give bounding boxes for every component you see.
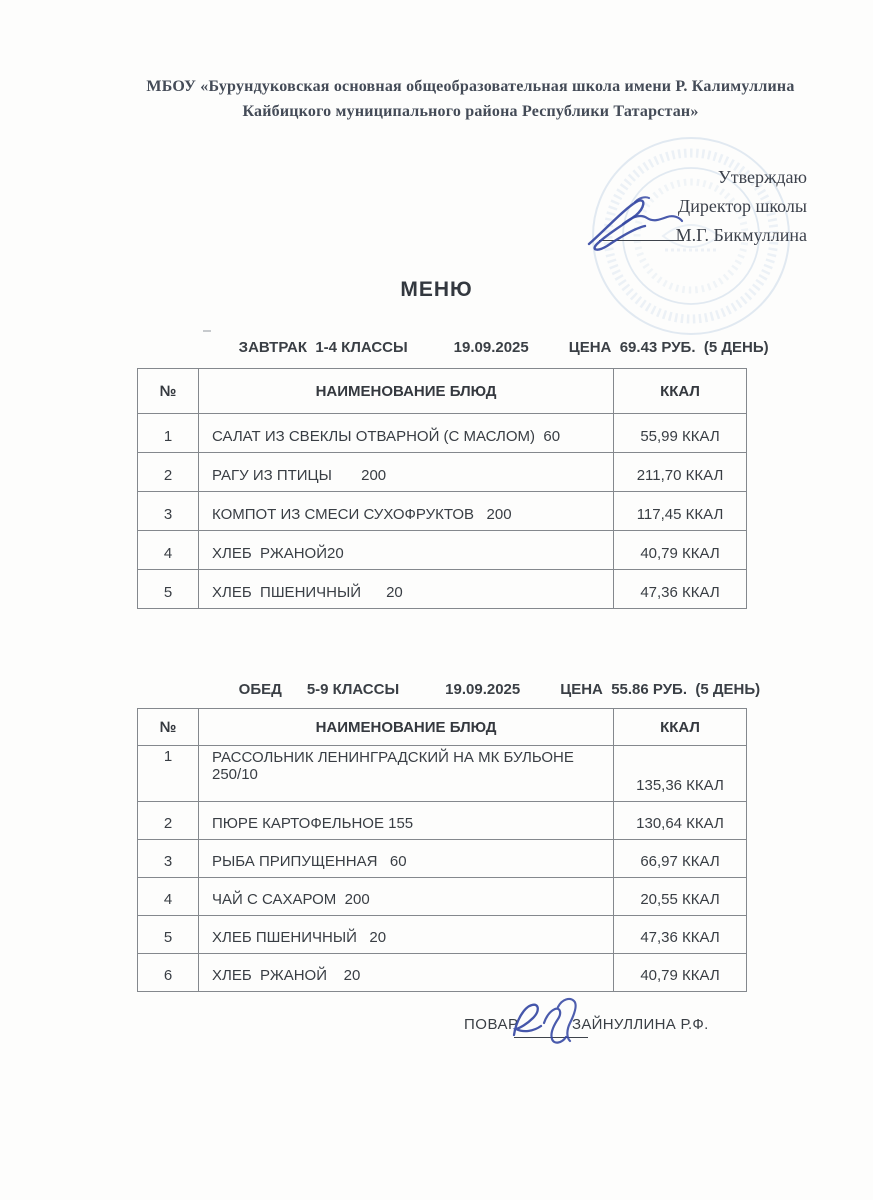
row-num: 2 xyxy=(138,453,199,492)
school-header xyxy=(0,74,873,124)
header-num: № xyxy=(138,369,199,414)
row-dish: КОМПОТ ИЗ СМЕСИ СУХОФРУКТОВ 200 xyxy=(199,492,614,531)
approve-label: Утверждаю xyxy=(717,167,807,187)
breakfast-date: 19.09.2025 xyxy=(453,339,529,356)
table-row xyxy=(138,916,747,954)
header-dish: НАИМЕНОВАНИЕ БЛЮД xyxy=(199,369,614,414)
header-kcal: ККАЛ xyxy=(614,369,747,414)
row-kcal: 117,45 ККАЛ xyxy=(614,492,747,531)
row-num: 4 xyxy=(138,531,199,570)
scan-dash-artifact xyxy=(203,330,211,332)
row-dish: РЫБА ПРИПУЩЕННАЯ 60 xyxy=(199,840,614,878)
table-row xyxy=(138,802,747,840)
row-kcal: 47,36 ККАЛ xyxy=(614,570,747,609)
row-dish: ХЛЕБ ПШЕНИЧНЫЙ 20 xyxy=(199,570,614,609)
cook-label: ПОВАР xyxy=(464,1016,519,1033)
row-kcal: 135,36 ККАЛ xyxy=(614,746,747,802)
lunch-price: ЦЕНА 55.86 РУБ. (5 ДЕНЬ) xyxy=(560,681,761,698)
row-dish: САЛАТ ИЗ СВЕКЛЫ ОТВАРНОЙ (С МАСЛОМ) 60 xyxy=(199,414,614,453)
row-dish: ХЛЕБ РЖАНОЙ20 xyxy=(199,531,614,570)
row-num: 3 xyxy=(138,492,199,531)
table-row xyxy=(138,954,747,992)
row-kcal: 211,70 ККАЛ xyxy=(614,453,747,492)
lunch-table xyxy=(137,708,747,992)
row-num: 5 xyxy=(138,916,199,954)
row-dish: РАГУ ИЗ ПТИЦЫ 200 xyxy=(199,453,614,492)
director-name: М.Г. Бикмуллина xyxy=(675,225,807,245)
school-name-line1: МБОУ «Бурундуковская основная общеобразовательная школа имени Р. Калимуллина xyxy=(146,78,795,95)
table-row xyxy=(138,492,747,531)
row-kcal: 130,64 ККАЛ xyxy=(614,802,747,840)
breakfast-meal-classes: ЗАВТРАК 1-4 КЛАССЫ xyxy=(238,339,408,356)
table-row xyxy=(138,746,747,802)
menu-title: МЕНЮ xyxy=(400,278,473,301)
row-dish: ПЮРЕ КАРТОФЕЛЬНОЕ 155 xyxy=(199,802,614,840)
header-kcal: ККАЛ xyxy=(614,709,747,746)
cook-name: ЗАЙНУЛЛИНА Р.Ф. xyxy=(572,1016,709,1033)
breakfast-table-header xyxy=(138,369,747,414)
breakfast-price: ЦЕНА 69.43 РУБ. (5 ДЕНЬ) xyxy=(568,339,769,356)
breakfast-table xyxy=(137,368,747,609)
table-row xyxy=(138,878,747,916)
row-num: 5 xyxy=(138,570,199,609)
lunch-table-header xyxy=(138,709,747,746)
header-num: № xyxy=(138,709,199,746)
lunch-meal-classes: ОБЕД 5-9 КЛАССЫ xyxy=(238,681,400,698)
row-kcal: 40,79 ККАЛ xyxy=(614,531,747,570)
row-dish: ЧАЙ С САХАРОМ 200 xyxy=(199,878,614,916)
school-name-line2: Кайбицкого муниципального района Республики Татарстан» xyxy=(242,103,699,120)
breakfast-heading xyxy=(222,322,769,373)
table-row xyxy=(138,414,747,453)
row-dish: ХЛЕБ РЖАНОЙ 20 xyxy=(199,954,614,992)
table-row xyxy=(138,453,747,492)
row-kcal: 47,36 ККАЛ xyxy=(614,916,747,954)
row-num: 1 xyxy=(138,746,199,802)
table-row xyxy=(138,570,747,609)
row-num: 3 xyxy=(138,840,199,878)
header-dish: НАИМЕНОВАНИЕ БЛЮД xyxy=(199,709,614,746)
row-kcal: 20,55 ККАЛ xyxy=(614,878,747,916)
director-signature xyxy=(583,188,713,260)
row-kcal: 40,79 ККАЛ xyxy=(614,954,747,992)
row-dish: РАССОЛЬНИК ЛЕНИНГРАДСКИЙ НА МК БУЛЬОНЕ 250/10 xyxy=(199,746,614,802)
row-num: 6 xyxy=(138,954,199,992)
lunch-date: 19.09.2025 xyxy=(445,681,521,698)
table-row xyxy=(138,840,747,878)
row-num: 1 xyxy=(138,414,199,453)
table-row xyxy=(138,531,747,570)
row-kcal: 55,99 ККАЛ xyxy=(614,414,747,453)
row-num: 2 xyxy=(138,802,199,840)
row-dish: ХЛЕБ ПШЕНИЧНЫЙ 20 xyxy=(199,916,614,954)
row-kcal: 66,97 ККАЛ xyxy=(614,840,747,878)
director-position: Директор школы xyxy=(677,196,807,216)
row-num: 4 xyxy=(138,878,199,916)
